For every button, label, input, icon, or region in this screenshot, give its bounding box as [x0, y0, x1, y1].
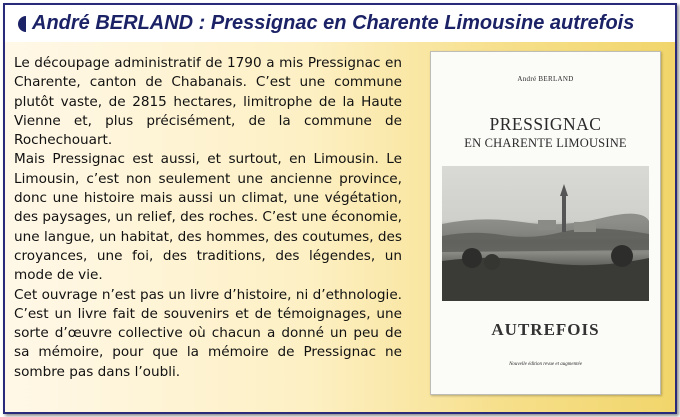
- half-moon-icon: [18, 16, 26, 32]
- cover-title: PRESSIGNAC: [489, 114, 602, 134]
- description-text: [14, 54, 402, 382]
- info-panel: [3, 3, 677, 414]
- panel-title: André BERLAND : Pressignac en Charente Limousine autrefois: [32, 12, 635, 34]
- cover-subtitle: EN CHARENTE LIMOUSINE: [464, 136, 627, 150]
- cover-author: André BERLAND: [517, 75, 574, 83]
- cover-edition: Nouvelle édition revue et augmentée: [509, 362, 582, 367]
- landscape-photo-icon: [442, 166, 649, 301]
- landscape-photo-drawing: [442, 166, 649, 301]
- book-cover: [430, 51, 661, 395]
- paragraph-intro: Le découpage administratif de 1790 a mis Pressignac en Charente, canton de Chabanais. C’est une commune plutôt vaste, de 2815 hectares, limitrophe de la Haute Vienne et, plus précisément, de la commune de Rochechouart.: [14, 55, 402, 149]
- panel-header: [5, 5, 675, 42]
- paragraph-limousin: Mais Pressignac est aussi, et surtout, en Limousin. Le Limousin, c’est non seulement une ancienne province, donc une histoire mais aussi un climat, une végétation, des paysages, un relief, des roches. C’est une économie, une langue, un habitat, des hommes, des coutumes, des croyances, une foi, des traditions, des légendes, un mode de vie.: [14, 151, 402, 284]
- paragraph-book: Cet ouvrage n’est pas un livre d’histoire, ni d’ethnologie. C’est un livre fait de souvenirs et de témoignages, une sorte d’œuvre collective où chacun a donné un peu de sa mémoire, pour que la mémoire de Pressignac ne sombre pas dans l’oubli.: [14, 286, 402, 380]
- cover-tagline: AUTREFOIS: [491, 320, 600, 339]
